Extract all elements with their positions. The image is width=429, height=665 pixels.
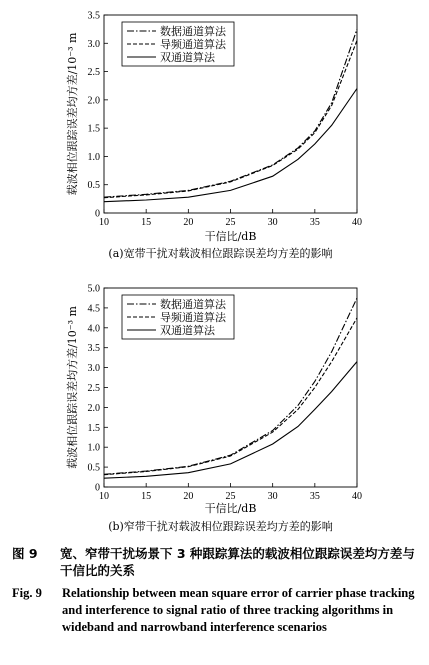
- y-tick-label: 2.5: [87, 383, 100, 394]
- chart-subtitle: (b)窄带干扰对载波相位跟踪误差均方差的影响: [108, 520, 333, 533]
- x-tick-label: 20: [183, 491, 194, 502]
- x-tick-label: 15: [141, 491, 152, 502]
- x-axis-label: 干信比/dB: [204, 230, 257, 243]
- legend-label: 双通道算法: [160, 324, 215, 337]
- caption-english: [12, 585, 422, 636]
- x-tick-label: 40: [352, 217, 362, 228]
- y-tick-label: 3.0: [87, 38, 100, 50]
- series-line-dashed: [104, 318, 357, 475]
- y-tick-label: 4.0: [87, 323, 100, 335]
- y-tick-label: 4.5: [87, 303, 100, 315]
- chart-subtitle: (a)宽带干扰对载波相位跟踪误差均方差的影响: [108, 247, 333, 260]
- x-tick-label: 10: [99, 491, 109, 502]
- x-tick-label: 40: [352, 491, 362, 502]
- caption-cn-number: 图 9: [12, 546, 38, 561]
- x-tick-label: 10: [99, 217, 109, 228]
- y-tick-label: 1.5: [87, 422, 100, 434]
- y-tick-label: 0.5: [87, 180, 100, 192]
- y-tick-label: 2.5: [87, 67, 100, 79]
- x-axis-label: 干信比/dB: [204, 502, 257, 515]
- y-tick-label: 2.0: [87, 95, 100, 107]
- y-tick-label: 1.5: [87, 123, 100, 135]
- caption-chinese: [12, 545, 422, 579]
- caption-en-number: Fig. 9: [12, 586, 42, 600]
- y-tick-label: 2.0: [87, 402, 100, 414]
- x-tick-label: 25: [225, 491, 236, 502]
- y-tick-label: 0: [95, 482, 100, 494]
- x-tick-label: 30: [267, 217, 278, 228]
- y-tick-label: 3.5: [87, 343, 100, 355]
- y-tick-label: 0: [95, 208, 100, 220]
- x-tick-label: 35: [309, 491, 320, 502]
- x-tick-label: 35: [309, 217, 320, 228]
- caption-en-text: Relationship between mean square error of carrier phase tracking and interference to signal ratio of three tracking algorithms in wideband and narrowband interference scenarios: [62, 586, 415, 634]
- caption-cn-text: 宽、窄带干扰场景下 3 种跟踪算法的载波相位跟踪误差均方差与干信比的关系: [60, 546, 415, 578]
- legend-label: 导频通道算法: [160, 38, 226, 51]
- y-axis-label: 载波相位跟踪误差均方差/10⁻³ m: [66, 32, 79, 196]
- legend-label: 双通道算法: [160, 51, 215, 64]
- series-line-solid: [104, 89, 357, 202]
- y-tick-label: 1.0: [87, 442, 100, 454]
- y-tick-label: 1.0: [87, 151, 100, 163]
- legend-label: 数据通道算法: [160, 298, 226, 311]
- chart-a: [65, 11, 362, 261]
- y-tick-label: 3.5: [87, 10, 100, 22]
- series-line-solid: [104, 362, 357, 479]
- x-tick-label: 30: [267, 491, 278, 502]
- x-tick-label: 25: [225, 217, 236, 228]
- y-tick-label: 3.0: [87, 363, 100, 375]
- y-tick-label: 0.5: [87, 462, 100, 474]
- legend-label: 数据通道算法: [160, 25, 226, 38]
- legend-label: 导频通道算法: [160, 311, 226, 324]
- x-tick-label: 15: [141, 217, 152, 228]
- y-axis-label: 载波相位跟踪误差均方差/10⁻³ m: [66, 306, 79, 469]
- y-tick-label: 5.0: [87, 283, 100, 295]
- x-tick-label: 20: [183, 217, 194, 228]
- chart-b: [65, 284, 362, 534]
